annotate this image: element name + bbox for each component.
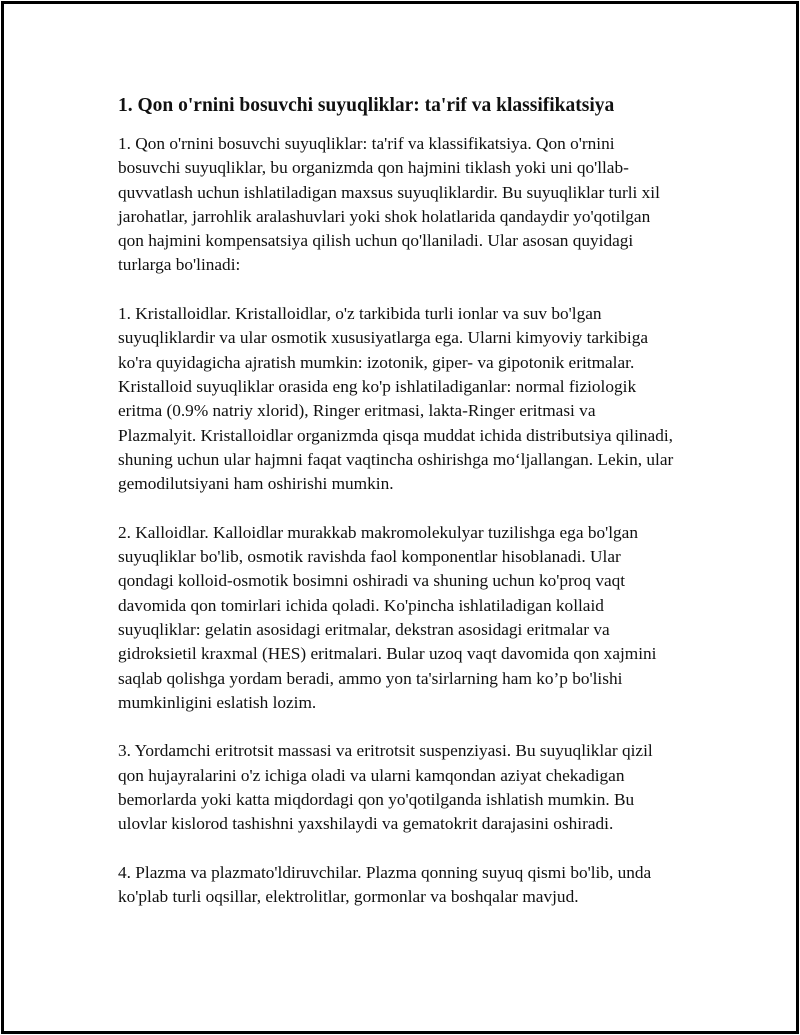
document-body: [118, 93, 678, 934]
paragraph-plazma: 4. Plazma va plazmato'ldiruvchilar. Plazma qonning suyuq qismi bo'lib, unda ko'plab turli oqsillar, elektrolitlar, gormonlar va boshqalar mavjud.: [118, 862, 652, 907]
paragraph-intro: 1. Qon o'rnini bosuvchi suyuqliklar: ta'rif va klassifikatsiya. Qon o'rnini bosuvchi suyuqliklar, bu organizmda qon hajmini tiklash yoki uni qo'llab-quvvatlash uchun ishlatiladigan maxsus suyuqliklardir. Bu suyuqliklar turli xil jarohatlar, jarrohlik aralashuvlari yoki shok holatlarida qandaydir yo'qotilgan qon hajmini kompensatsiya qilish uchun qo'llaniladi. Ular asosan quyidagi turlarga bo'linadi:: [118, 134, 660, 275]
paragraph-kristalloidlar: 1. Kristalloidlar. Kristalloidlar, o'z tarkibida turli ionlar va suv bo'lgan suyuqliklardir va ular osmotik xususiyatlarga ega. Ularni kimyoviy tarkibiga ko'ra quyidagicha ajratish mumkin: izotonik, giper- va gipotonik eritmalar. Kristalloid suyuqliklar orasida eng ko'p ishlatiladiganlar: normal fiziologik eritma (0.9% natriy xlorid), Ringer eritmasi, lakta-Ringer eritmasi va Plazmalyit. Kristalloidlar organizmda qisqa muddat ichida distributsiya qilinadi, shuning uchun ular hajmni faqat vaqtincha oshirishga mo‘ljallangan. Lekin, ular gemodilutsiyani ham oshirishi mumkin.: [118, 304, 674, 494]
paragraph-eritrotsit: 3. Yordamchi eritrotsit massasi va eritrotsit suspenziyasi. Bu suyuqliklar qizil qon hujayralarini o'z ichiga oladi va ularni kamqondan aziyat chekadigan bemorlarda yoki katta miqdordagi qon yo'qotilganda ishlatish mumkin. Bu ulovlar kislorod tashishni yaxshilaydi va gematokrit darajasini oshiradi.: [118, 741, 653, 834]
paragraph-kalloidlar: 2. Kalloidlar. Kalloidlar murakkab makromolekulyar tuzilishga ega bo'lgan suyuqliklar bo'lib, osmotik ravishda faol komponentlar hisoblanadi. Ular qondagi kolloid-osmotik bosimni oshiradi va shuning uchun ko'proq vaqt davomida qon tomirlari ichida qoladi. Ko'pincha ishlatiladigan kollaid suyuqliklar: gelatin asosidagi eritmalar, dekstran asosidagi eritmalar va gidroksietil kraxmal (HES) eritmalari. Bular uzoq vaqt davomida qon xajmini saqlab qolishga yordam beradi, ammo yon ta'sirlarning ham ko’p bo'lishi mumkinligini eslatish lozim.: [118, 522, 657, 712]
document-title: 1. Qon o'rnini bosuvchi suyuqliklar: ta'rif va klassifikatsiya: [118, 95, 615, 116]
